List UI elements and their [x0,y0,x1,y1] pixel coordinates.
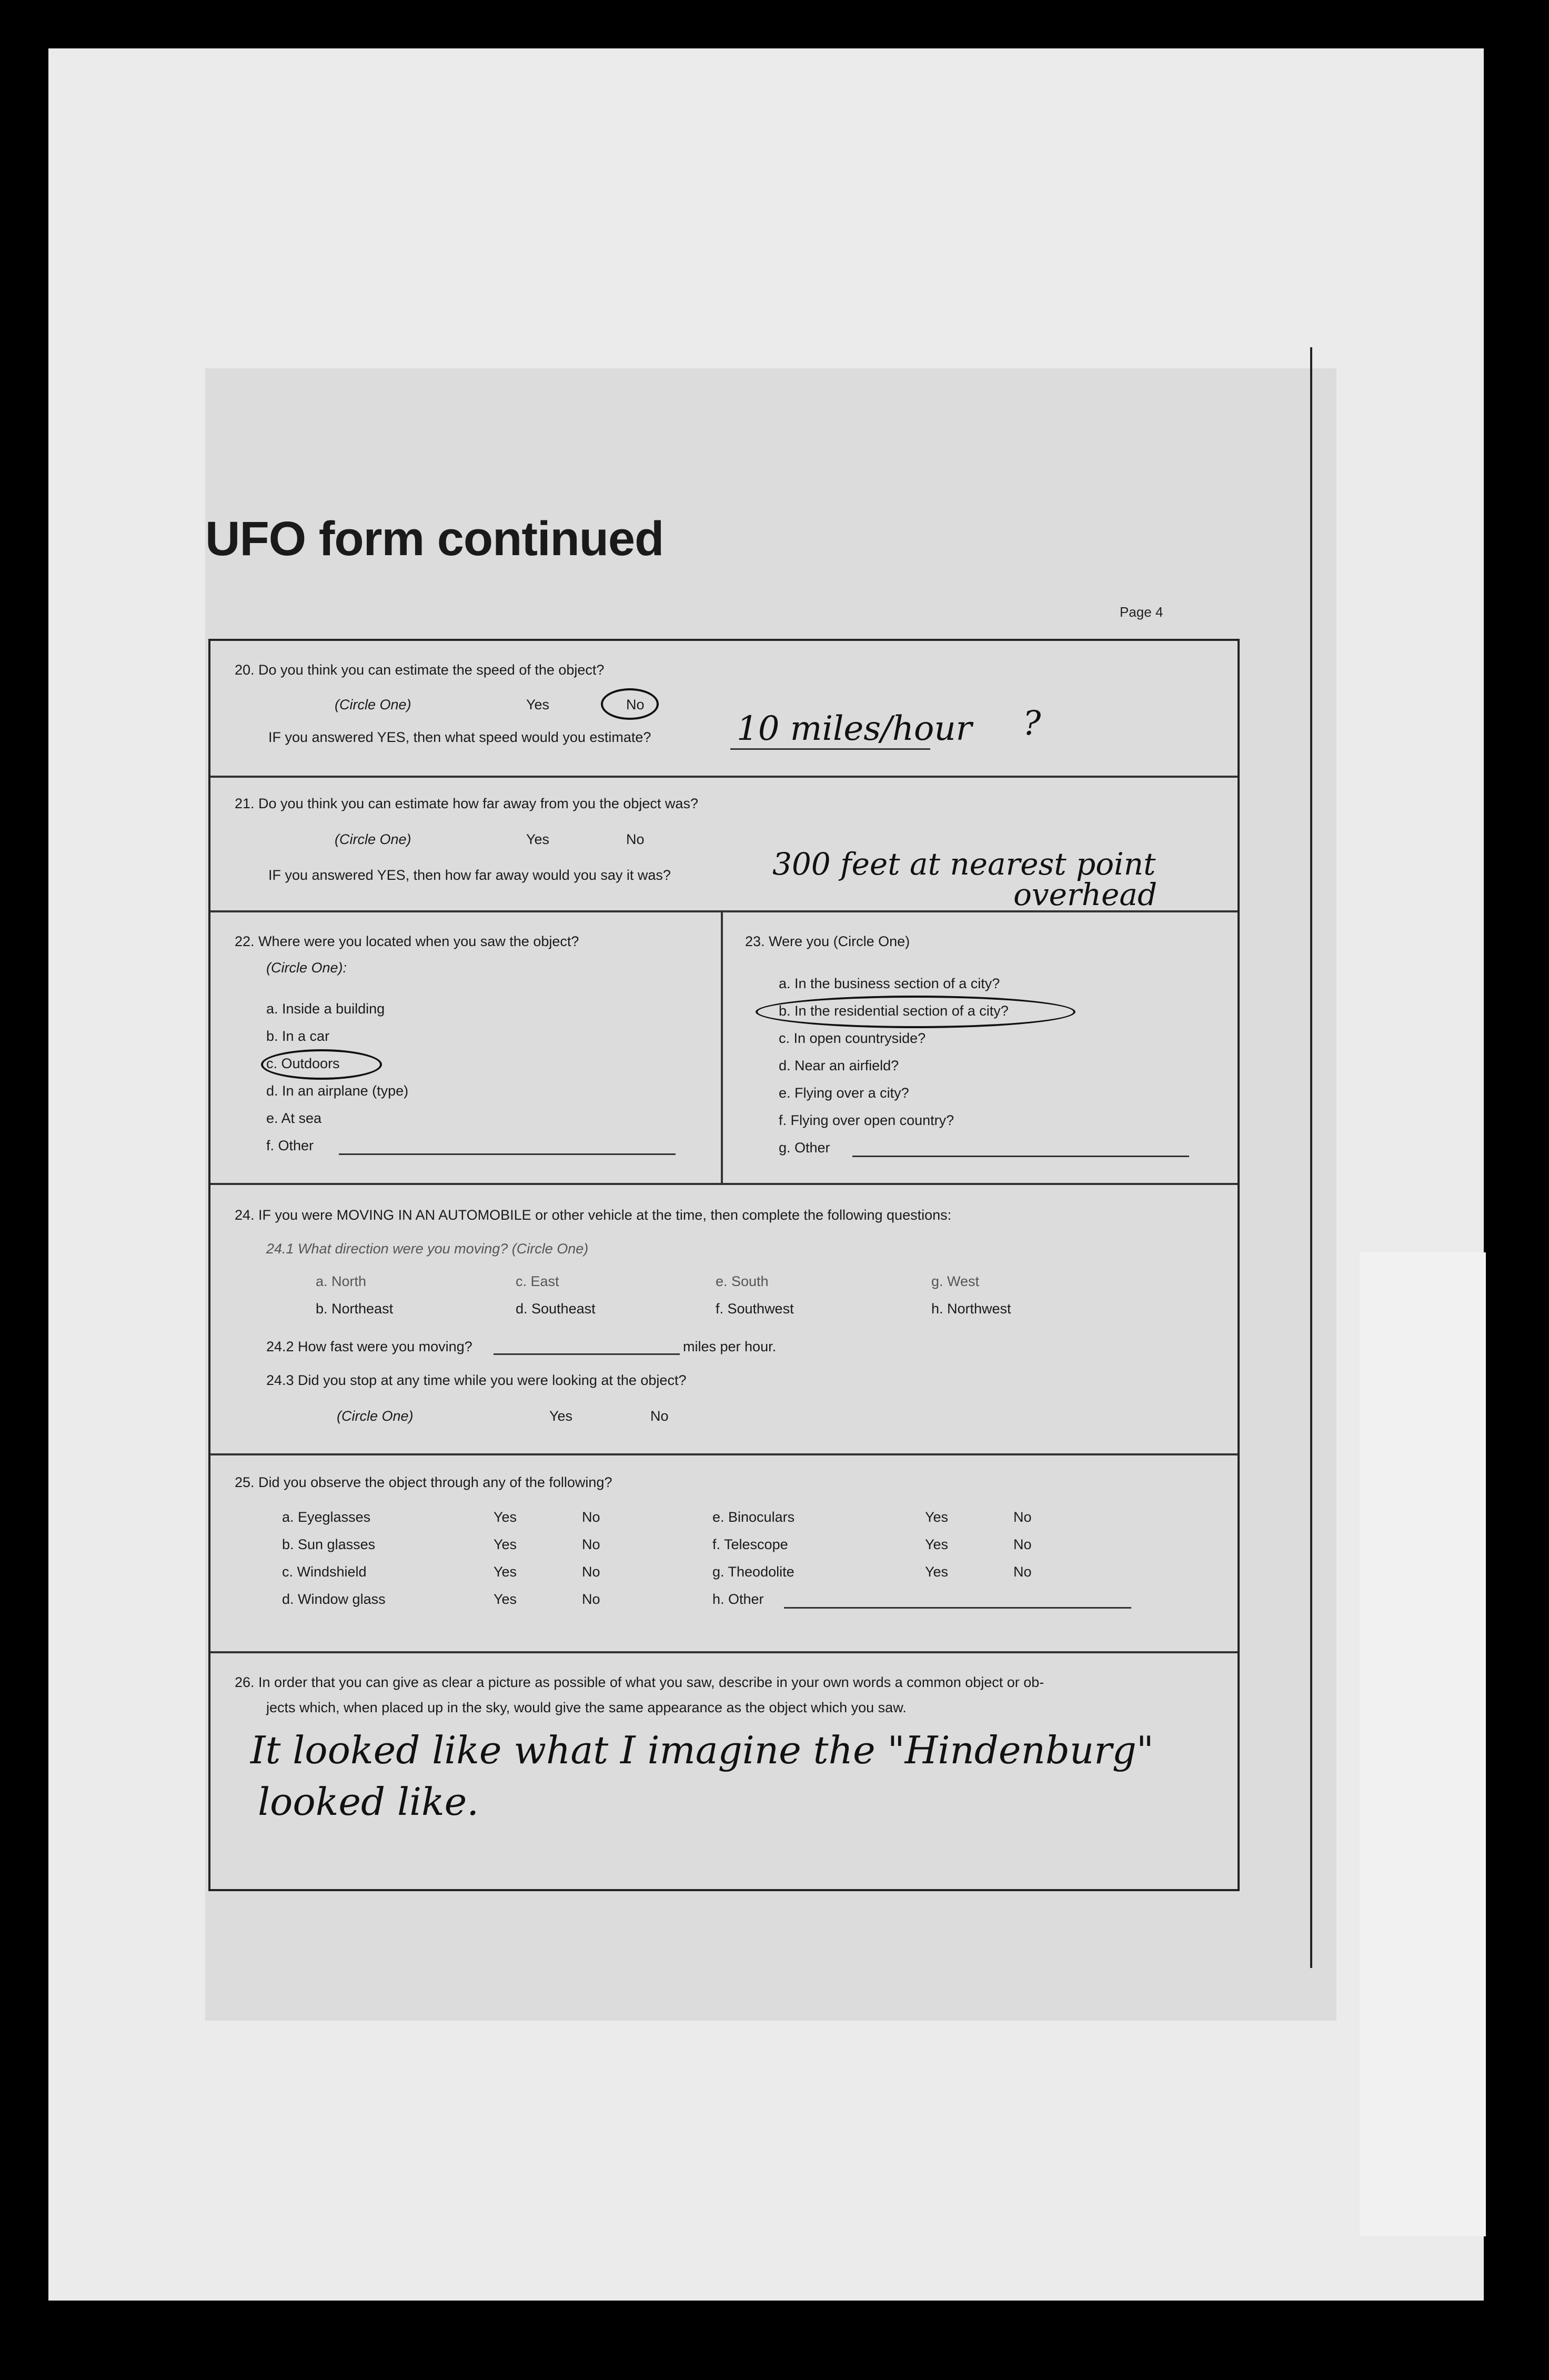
q20-answer-extra: ? [1023,704,1041,743]
divider [210,1453,1238,1455]
q26-question-line2: jects which, when placed up in the sky, would give the same appearance as the object which you saw. [266,1700,907,1715]
q25-right-g-yes[interactable]: Yes [925,1564,949,1580]
q20-followup: IF you answered YES, then what speed would you estimate? [268,729,651,745]
page-edge-line [1310,347,1312,1968]
q23-question: 23. Were you (Circle One) [745,933,910,949]
divider [210,1183,1238,1185]
q25-right-f-no[interactable]: No [1013,1537,1032,1552]
q26-answer-line2: looked like. [258,1780,479,1824]
questionnaire-form [208,639,1240,1891]
q23-option-b-circle [756,996,1075,1028]
q25-left-c-no[interactable]: No [582,1564,600,1580]
q25-left-a-yes[interactable]: Yes [494,1509,517,1525]
q24-1-question: 24.1 What direction were you moving? (Circle One) [266,1241,589,1257]
q25-left-a-no[interactable]: No [582,1509,600,1525]
q22-question: 22. Where were you located when you saw the object? [235,933,579,949]
q24-direction-h[interactable]: h. Northwest [931,1301,1011,1317]
q24-3-no[interactable]: No [650,1408,669,1424]
q23-option-a[interactable]: a. In the business section of a city? [779,976,1000,991]
q25-left-d: d. Window glass [282,1591,386,1607]
q21-circle-label: (Circle One) [335,831,411,847]
q21-answer-line2: overhead [1013,877,1158,912]
q22-option-e[interactable]: e. At sea [266,1110,322,1126]
q20-yes[interactable]: Yes [526,697,550,712]
q25-left-b-no[interactable]: No [582,1537,600,1552]
divider [210,1651,1238,1653]
q24-2-answer-line [494,1353,680,1355]
q22-option-a[interactable]: a. Inside a building [266,1001,385,1017]
q21-yes[interactable]: Yes [526,831,550,847]
q24-3-yes[interactable]: Yes [549,1408,573,1424]
q25-left-b-yes[interactable]: Yes [494,1537,517,1552]
q21-followup: IF you answered YES, then how far away would you say it was? [268,867,671,883]
q26-question-line1: 26. In order that you can give as clear a picture as possible of what you saw, describe in your own words a common object or ob- [235,1674,1044,1690]
q25-right-e: e. Binoculars [712,1509,795,1525]
q22-option-c[interactable]: c. Outdoors [266,1056,340,1071]
q25-other-line [784,1607,1131,1609]
q25-left-d-yes[interactable]: Yes [494,1591,517,1607]
q20-answer-line [730,748,930,750]
q20-no[interactable]: No [626,697,645,712]
q24-3-circle-label: (Circle One) [337,1408,414,1424]
q25-left-c-yes[interactable]: Yes [494,1564,517,1580]
q20-question: 20. Do you think you can estimate the speed of the object? [235,662,605,678]
page-edge [1360,1252,1486,2236]
q24-2-question: 24.2 How fast were you moving? [266,1339,472,1354]
q23-option-c[interactable]: c. In open countryside? [779,1030,926,1046]
q24-3-question: 24.3 Did you stop at any time while you were looking at the object? [266,1372,687,1388]
q24-2-unit: miles per hour. [683,1339,777,1354]
q21-no[interactable]: No [626,831,645,847]
q25-left-a: a. Eyeglasses [282,1509,371,1525]
q23-option-f[interactable]: f. Flying over open country? [779,1112,954,1128]
q26-answer-line1: It looked like what I imagine the "Hindenburg" [250,1728,1154,1772]
q25-left-c: c. Windshield [282,1564,367,1580]
q24-direction-a[interactable]: a. North [316,1273,367,1289]
q24-direction-e[interactable]: e. South [716,1273,769,1289]
q25-question: 25. Did you observe the object through any of the following? [235,1474,612,1490]
q24-question: 24. IF you were MOVING IN AN AUTOMOBILE or other vehicle at the time, then complete the following questions: [235,1207,952,1223]
page-title: UFO form continued [205,512,664,566]
q25-left-b: b. Sun glasses [282,1537,376,1552]
q23-other-line [852,1156,1189,1157]
q24-direction-g[interactable]: g. West [931,1273,980,1289]
q23-option-d[interactable]: d. Near an airfield? [779,1058,899,1073]
q22-option-f[interactable]: f. Other [266,1138,314,1153]
q21-question: 21. Do you think you can estimate how far away from you the object was? [235,796,698,811]
divider [210,776,1238,778]
column-divider [721,910,723,1183]
q20-circle-label: (Circle One) [335,697,411,712]
q25-right-h: h. Other [712,1591,764,1607]
q22-circle-label: (Circle One): [266,960,347,976]
q25-left-d-no[interactable]: No [582,1591,600,1607]
q25-right-f: f. Telescope [712,1537,788,1552]
q25-right-g-no[interactable]: No [1013,1564,1032,1580]
q23-option-e[interactable]: e. Flying over a city? [779,1085,909,1101]
q25-right-f-yes[interactable]: Yes [925,1537,949,1552]
q22-option-b[interactable]: b. In a car [266,1028,330,1044]
q24-direction-c[interactable]: c. East [516,1273,559,1289]
q24-direction-d[interactable]: d. Southeast [516,1301,596,1317]
q20-answer: 10 miles/hour [737,709,972,748]
q25-right-e-no[interactable]: No [1013,1509,1032,1525]
q20-no-circle [601,688,659,720]
q24-direction-f[interactable]: f. Southwest [716,1301,794,1317]
q24-direction-b[interactable]: b. Northeast [316,1301,394,1317]
q23-option-b[interactable]: b. In the residential section of a city? [779,1003,1009,1019]
q22-option-d[interactable]: d. In an airplane (type) [266,1083,409,1099]
q23-option-g[interactable]: g. Other [779,1140,830,1156]
q25-right-e-yes[interactable]: Yes [925,1509,949,1525]
q25-right-g: g. Theodolite [712,1564,794,1580]
q22-option-c-circle [261,1049,382,1080]
q21-answer-line1: 300 feet at nearest point [772,846,1156,882]
q22-other-line [339,1153,676,1155]
page-number: Page 4 [1120,604,1163,620]
